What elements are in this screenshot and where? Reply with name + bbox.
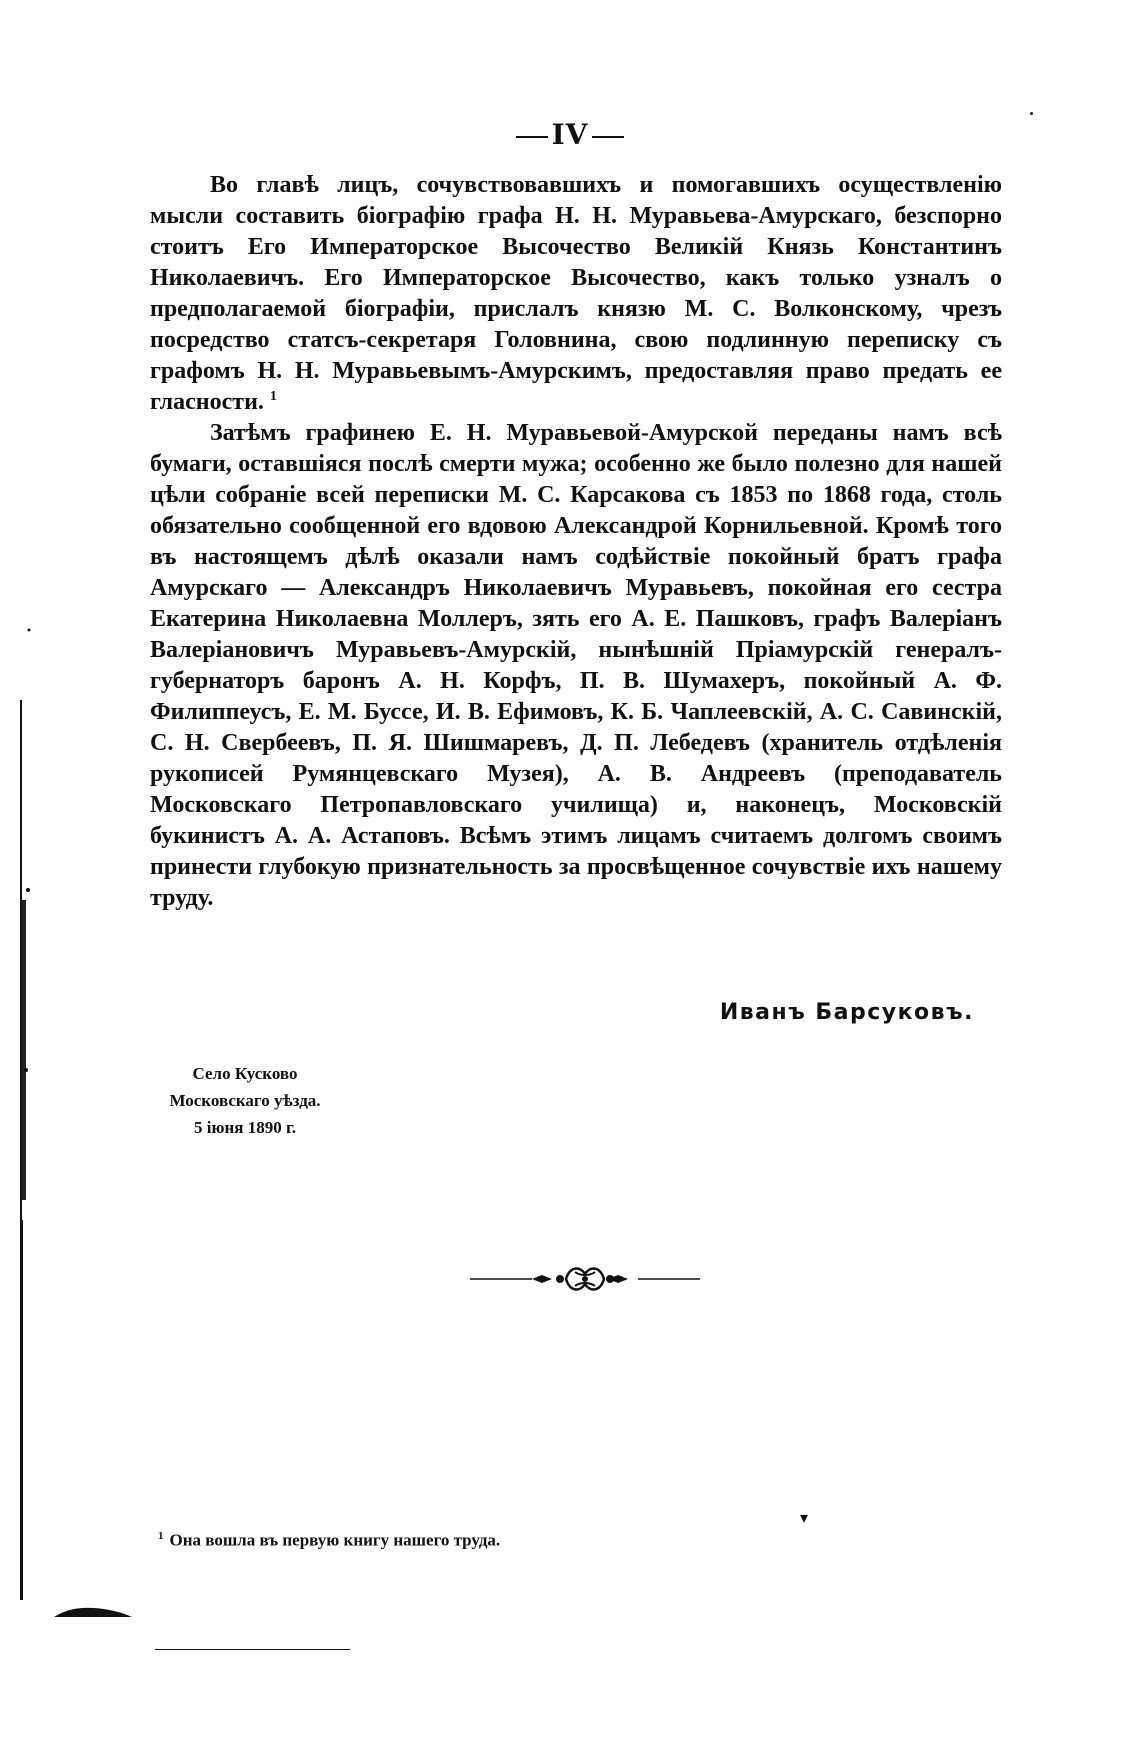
author-signature: Иванъ Барсуковъ.: [719, 1000, 974, 1025]
scan-edge-artifact: [20, 600, 34, 1610]
footnote-text: Она вошла въ первую книгу нашего труда.: [169, 1530, 501, 1550]
scan-speck: [1030, 112, 1033, 115]
scan-smudge: [54, 1605, 132, 1619]
paragraph-1: [150, 170, 1002, 418]
body-text: [150, 170, 1002, 914]
place-line-1: Село Кусково: [192, 1064, 298, 1083]
page-number: [0, 118, 1140, 151]
footnote: [158, 1530, 858, 1551]
footnote-reference: 1: [269, 389, 277, 404]
place-line-3: 5 іюня 1890 г.: [193, 1118, 296, 1137]
paragraph-1-text: Во главѣ лицъ, сочувствовавшихъ и помогавшихъ осуществленію мысли составить біографію графа Н. Н. Муравьева-Амурскаго, безспорно стоитъ Его Императорское Высочество Великій Князь Константинъ Николаевичъ. Его Императорское Высочество, какъ только узналъ о предполагаемой біографіи, прислалъ князю М. С. Волконскому, чрезъ посредство статсъ-секретаря Головнина, свою подлинную переписку съ графомъ Н. Н. Муравьевымъ-Амурскимъ, предоставляя право предать ее гласности.: [150, 172, 1002, 415]
paragraph-2: Затѣмъ графинею Е. Н. Муравьевой-Амурской переданы намъ всѣ бумаги, оставшіяся послѣ смерти мужа; особенно же было полезно для нашей цѣли собраніе всей переписки М. С. Карсакова съ 1853 по 1868 года, столь обязательно сообщенной его вдовою Александрой Корнильевной. Кромѣ того въ настоящемъ дѣлѣ оказали намъ содѣйствіе покойный братъ графа Амурскаго — Александръ Николаевичъ Муравьевъ, покойная его сестра Екатерина Николаевна Моллеръ, зять его А. Е. Пашковъ, графъ Валеріанъ Валеріановичъ Муравьевъ-Амурскій, нынѣшній Пріамурскій генералъ-губернаторъ баронъ А. Н. Корфъ, П. В. Шумахеръ, покойный А. Ф. Филиппеусъ, Е. М. Буссе, И. В. Ефимовъ, К. Б. Чаплеевскій, А. С. Савинскій, С. Н. Свербеевъ, П. Я. Шишмаревъ, Д. П. Лебедевъ (хранитель отдѣленія рукописей Румянцевскаго Музея), А. В. Андреевъ (преподаватель Московскаго Петропавловскаго училища) и, наконецъ, Московскій букинистъ А. А. Астаповъ. Всѣмъ этимъ лицамъ считаемъ долгомъ своимъ принести глубокую признательность за просвѣщенное сочувствіе ихъ нашему труду.: [150, 420, 1002, 911]
footnote-mark: 1: [158, 1530, 164, 1542]
page-number-dash-right: [592, 136, 624, 138]
ornament-divider: [470, 1262, 700, 1296]
page-number-dash-left: [516, 136, 548, 138]
place-line-2: Московскаго уѣзда.: [169, 1091, 321, 1110]
place-and-date: [150, 1060, 340, 1141]
page-number-text: IV: [551, 118, 589, 151]
footnote-separator: [155, 1649, 350, 1650]
stray-mark: ▾: [800, 1508, 809, 1527]
